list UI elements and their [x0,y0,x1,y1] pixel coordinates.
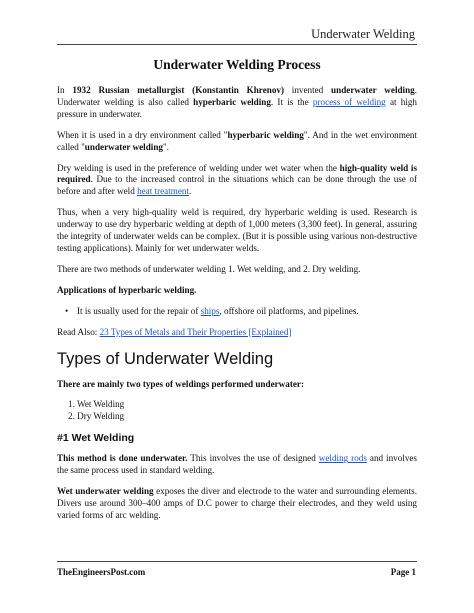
subheading-wet-welding: #1 Wet Welding [57,432,135,445]
paragraph-wet-method [57,453,417,477]
running-header: Underwater Welding [311,27,415,41]
text: invented [284,85,332,95]
footer-divider [57,561,417,562]
document-title: Underwater Welding Process [153,57,321,72]
types-intro-text: There are mainly two types of weldings performed underwater: [57,378,305,389]
read-also-link[interactable]: 23 Types of Metals and Their Properties [Explained] [99,326,292,337]
text: . [189,186,192,197]
text: ". And in the wet environment called " [57,129,417,152]
welding-rods-link[interactable]: welding rods [318,453,367,464]
header-divider [57,44,417,45]
text: It is usually used for the repair of [77,305,201,316]
read-also [57,327,417,339]
list-label: Wet Welding [76,399,125,410]
list-item [57,399,417,411]
paragraph-wet-underwater [57,486,417,522]
list-label: Dry Welding [77,411,125,422]
text: exposes the diver and electrode to the water and surrounding elements. Divers use around 300–400 amps of D.C power to charge their electrodes, and they weld using varied forms of arc welding. [57,486,417,520]
text: This involves the use of designed [187,453,319,464]
list-number: 2. [68,411,75,422]
text: . It is the [270,96,313,107]
bold-text: This method is done underwater. [57,453,188,464]
text: . Due to the increased control in the situations which can be done through the use of before and after weld [57,174,417,197]
document-body [57,57,417,531]
paragraph-environments [57,130,417,154]
applications-heading [57,285,417,297]
process-of-welding-link[interactable]: process of welding [312,96,386,107]
bold-text: underwater welding [331,85,415,95]
text: at high pressure in underwater. [57,96,417,119]
bold-text: 1932 Russian metallurgist (Konstantin Khrenov) [72,85,284,95]
paragraph-intro [57,85,417,121]
section-heading-types: Types of Underwater Welding [57,349,274,368]
paragraph-dry-welding [57,163,417,199]
text: Dry welding is used in the preference of welding under wet water when the [57,162,340,173]
bold-text: Wet underwater welding [57,486,154,497]
types-list [57,399,417,423]
applications-list [57,306,417,318]
read-also-label: Read Also: [57,326,100,337]
list-item [57,411,417,423]
text: . Underwater welding is also called [57,85,418,107]
types-intro [57,379,417,391]
footer-site: TheEngineersPost.com [57,567,146,577]
applications-heading-text: Applications of hyperbaric welding. [57,284,197,295]
text: and involves the same process used in standard welding. [57,453,417,476]
text: In [57,85,73,95]
heat-treatment-link[interactable]: heat treatment [137,186,189,197]
bold-text: hyperbaric welding [227,129,304,140]
bold-text: high-quality weld is required [57,162,418,185]
footer-page-number: Page 1 [390,567,416,577]
bold-text: underwater welding [84,141,163,152]
bullet-icon: • [65,305,69,316]
ships-link[interactable]: ships [200,305,220,316]
paragraph-methods: There are two methods of underwater welding 1. Wet welding, and 2. Dry welding. [57,263,361,274]
list-number: 1. [68,399,75,410]
text: ". [162,141,169,152]
list-item [65,305,417,318]
bold-text: hyperbaric welding [193,96,271,107]
text: , offshore oil platforms, and pipelines. [219,305,359,316]
paragraph-research: Thus, when a very high-quality weld is required, dry hyperbaric welding is used. Research is underway to use dry hyperbaric welding at depth of 1,000 meters (3,300 feet). In general, assuring the integrity of underwater welds can be complex. (But it is possible using various non-destructive testing applications). Mainly for wet underwater welds. [57,207,417,253]
text: When it is used in a dry environment called " [57,129,228,140]
